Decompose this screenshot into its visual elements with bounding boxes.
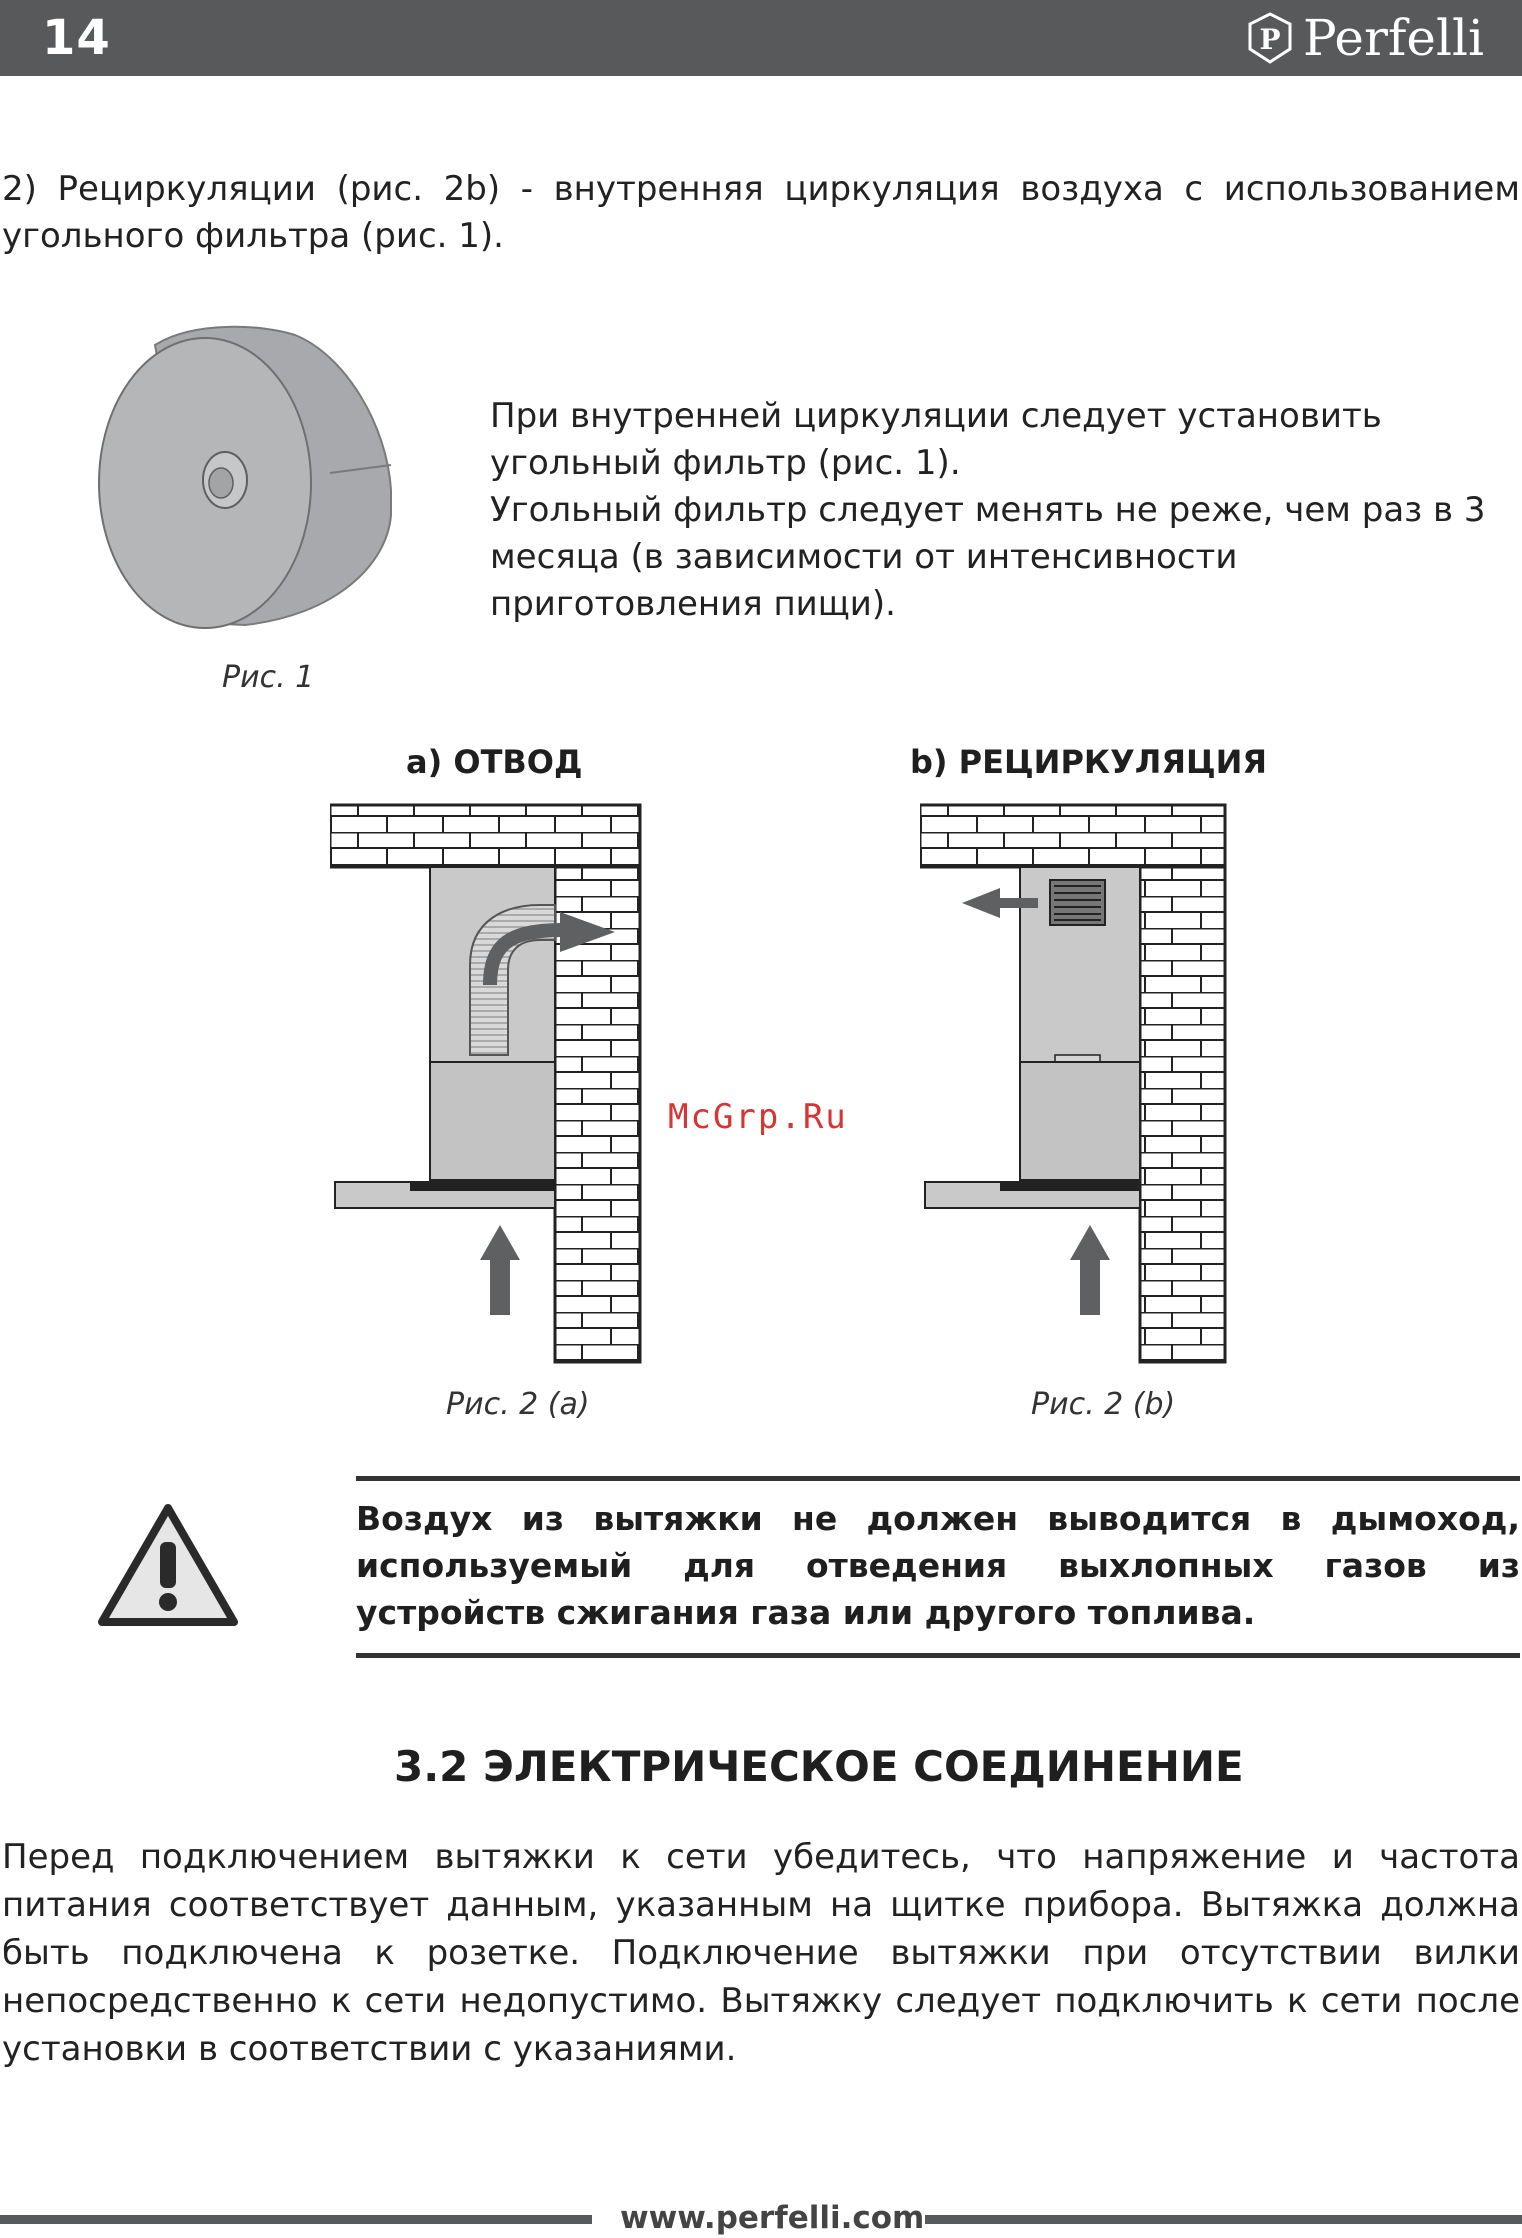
filter-description <box>490 393 1520 628</box>
watermark-text: McGrp.Ru <box>668 1097 848 1137</box>
figure-b-title: b) РЕЦИРКУЛЯЦИЯ <box>910 743 1268 781</box>
carbon-filter-illustration <box>95 315 405 635</box>
hood-body <box>1020 1062 1140 1180</box>
figure-2b-caption: Рис. 2 (b) <box>1031 1387 1176 1422</box>
p-shield-icon <box>1245 11 1295 65</box>
warning-top-rule <box>356 1476 1520 1481</box>
section-title: 3.2 ЭЛЕКТРИЧЕСКОЕ СОЕДИНЕНИЕ <box>394 1742 1244 1791</box>
wall-bricks <box>1140 867 1225 1362</box>
figure-2a-caption: Рис. 2 (a) <box>446 1387 590 1422</box>
svg-text:P: P <box>1259 23 1281 56</box>
brand-logo <box>1245 10 1484 66</box>
figure-a-title: a) ОТВОД <box>406 743 583 781</box>
ceiling-bricks <box>330 805 640 867</box>
figure-2a-diagram <box>330 800 660 1370</box>
hood-body <box>430 1062 555 1180</box>
hood-filter-strip <box>1000 1182 1140 1191</box>
warning-text: Воздух из вытяжки не должен выводится в дымоход, используемый для отведения выхлопных газов из устройств сжигания газа или другого топлива. <box>356 1499 1520 1632</box>
page-number: 14 <box>42 10 111 66</box>
intake-arrow <box>1070 1225 1110 1315</box>
brand-name: Perfelli <box>1303 9 1484 67</box>
footer-website-link[interactable]: www.perfelli.com <box>620 2200 925 2236</box>
warning-triangle-icon <box>96 1500 240 1632</box>
section-body: Перед подключением вытяжки к сети убедитесь, что напряжение и частота питания соответствует данным, указанным на щитке прибора. Вытяжка должна быть подключена к розетке. Подключение вытяжки при отсутствии вилки непосредственно к сети недопустимо. Вытяжку следует подключить к сети после установки в соответствии с указаниями. <box>2 1837 1520 2069</box>
intro-paragraph: 2) Рециркуляции (рис. 2b) - внутренняя циркуляция воздуха с использованием угольного фильтра (рис. 1). <box>2 169 1520 256</box>
warning-bottom-rule <box>356 1653 1520 1658</box>
figure-2b-diagram <box>920 800 1240 1370</box>
hood-filter-strip <box>410 1182 555 1191</box>
figure1-caption: Рис. 1 <box>222 660 315 695</box>
footer-bar-right <box>925 2215 1522 2224</box>
filter-text-line1: При внутренней циркуляции следует установить угольный фильтр (рис. 1). <box>490 396 1382 483</box>
footer-bar-left <box>0 2215 592 2224</box>
filter-text-line2: Угольный фильтр следует менять не реже, чем раз в 3 месяца (в зависимости от интенсивности приготовления пищи). <box>490 490 1486 624</box>
intake-arrow <box>480 1225 520 1315</box>
ceiling-bricks <box>920 805 1225 867</box>
